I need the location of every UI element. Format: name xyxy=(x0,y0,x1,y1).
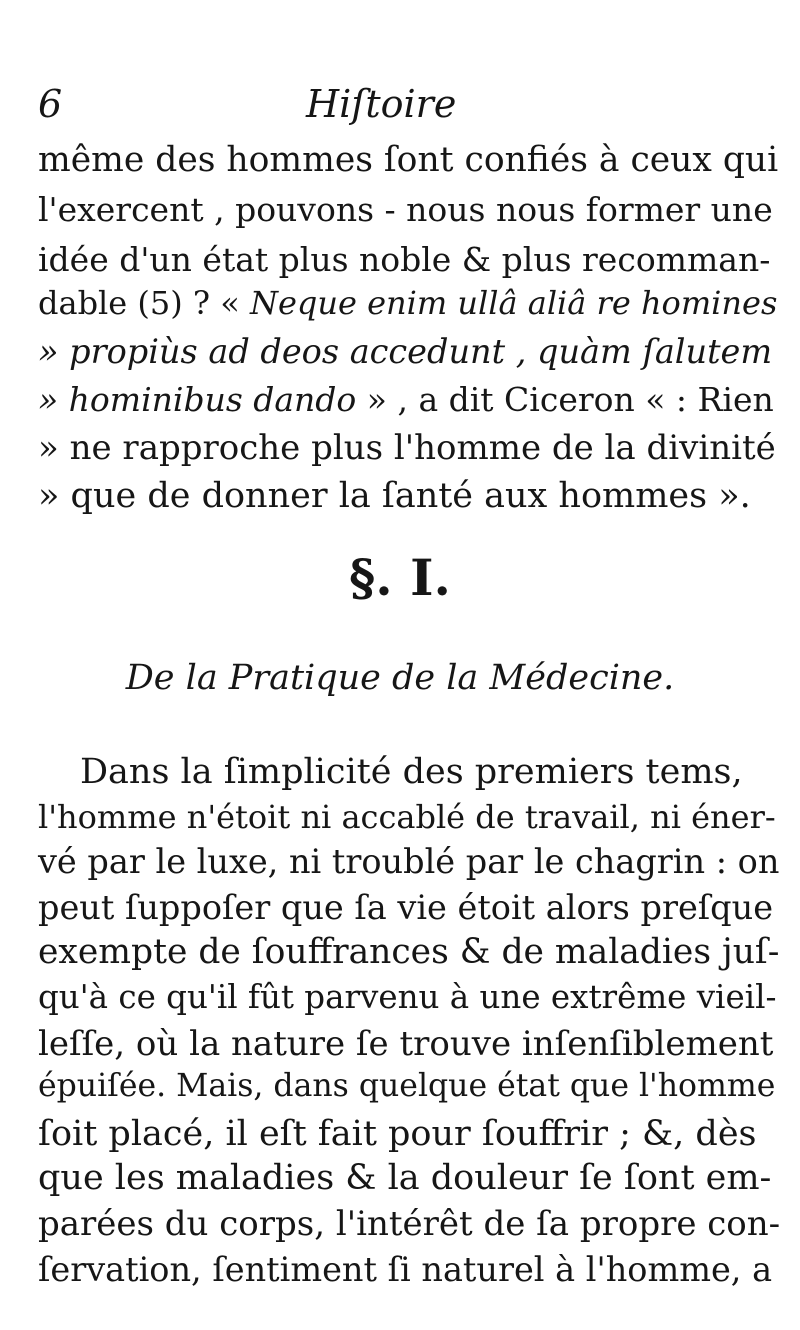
text-line: » que de donner la ſanté aux hommes ». xyxy=(38,476,751,516)
text-line xyxy=(38,284,777,322)
page-header xyxy=(38,82,778,132)
text-line: l'exercent , pouvons - nous nous former une xyxy=(38,190,773,229)
text-line: idée d'un état plus noble & plus recomman- xyxy=(38,240,771,279)
latin-quote-line: » propiùs ad deos accedunt , quàm ſalutem xyxy=(38,332,773,371)
text-line: que les maladies & la douleur ſe ſont em- xyxy=(38,1158,772,1198)
text-segment: dable (5) ? « xyxy=(38,284,240,322)
text-line: épuiſée. Mais, dans quelque état que l'homme xyxy=(38,1068,776,1104)
text-line: parées du corps, l'intérêt de ſa propre con- xyxy=(38,1204,781,1244)
text-line: l'homme n'étoit ni accablé de travail, ni éner- xyxy=(38,798,776,836)
text-line: ſervation, ſentiment ſi naturel à l'homme, a xyxy=(38,1250,773,1289)
text-segment: » , a dit Ciceron « : Rien xyxy=(356,380,774,419)
text-line: leſſe, où la nature ſe trouve inſenſiblement xyxy=(38,1024,774,1064)
latin-quote: Neque enim ullâ aliâ re homines xyxy=(249,284,778,322)
text-line: exempte de ſouffrances & de maladies juſ- xyxy=(38,932,780,972)
text-line xyxy=(38,380,774,419)
running-title: Hiſtoire xyxy=(306,82,457,126)
page-number: 6 xyxy=(38,82,63,126)
text-line: Dans la ſimplicité des premiers tems, xyxy=(80,752,743,792)
latin-quote: » hominibus dando xyxy=(38,380,357,419)
text-line: même des hommes ſont confiés à ceux qui xyxy=(38,140,779,180)
text-line: ſoit placé, il eſt fait pour ſouffrir ; &, dès xyxy=(38,1114,757,1154)
text-line: vé par le luxe, ni troublé par le chagrin : on xyxy=(38,842,780,881)
text-line: peut ſuppoſer que ſa vie étoit alors preſque xyxy=(38,888,774,927)
text-line: qu'à ce qu'il fût parvenu à une extrême vieil- xyxy=(38,978,777,1016)
text-line: » ne rapproche plus l'homme de la divinité xyxy=(38,428,776,468)
section-mark: §. I. xyxy=(349,548,451,607)
section-title: De la Pratique de la Médecine. xyxy=(125,658,675,698)
